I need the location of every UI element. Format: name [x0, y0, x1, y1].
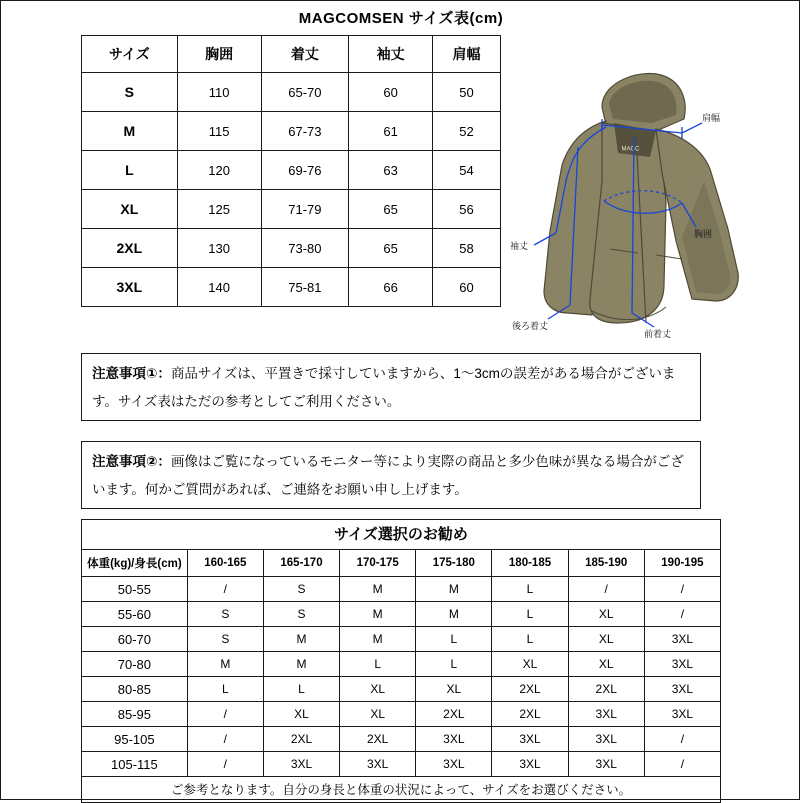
- length-cell: 65-70: [261, 73, 349, 112]
- rec-cell: M: [187, 652, 263, 677]
- rec-cell: /: [644, 727, 720, 752]
- recommend-col-180-185: 180-185: [492, 550, 568, 577]
- label-back-length: 後ろ着丈: [512, 321, 549, 331]
- rec-cell: XL: [340, 702, 416, 727]
- chest-cell: 110: [177, 73, 261, 112]
- rec-cell: 3XL: [644, 652, 720, 677]
- table-row: [82, 268, 501, 307]
- rec-cell: /: [187, 702, 263, 727]
- rec-cell: M: [416, 577, 492, 602]
- rec-cell: M: [340, 577, 416, 602]
- sleeve-cell: 63: [349, 151, 433, 190]
- rec-cell: L: [492, 602, 568, 627]
- note-2-lead: 注意事項②：: [92, 454, 171, 469]
- rec-cell: L: [492, 627, 568, 652]
- label-chest: 胸囲: [694, 229, 713, 239]
- table-row: [82, 577, 721, 602]
- rec-cell: S: [187, 627, 263, 652]
- sleeve-cell: 65: [349, 229, 433, 268]
- table-row: [82, 677, 721, 702]
- length-cell: 71-79: [261, 190, 349, 229]
- rec-cell: 3XL: [568, 727, 644, 752]
- recommend-col-165-170: 165-170: [263, 550, 339, 577]
- table-row: [82, 752, 721, 777]
- weight-cell: 55-60: [82, 602, 188, 627]
- rec-cell: 3XL: [492, 727, 568, 752]
- size-cell: XL: [82, 190, 178, 229]
- shoulder-cell: 56: [432, 190, 500, 229]
- weight-cell: 60-70: [82, 627, 188, 652]
- size-table-col-length: 着丈: [261, 36, 349, 73]
- rec-cell: M: [263, 627, 339, 652]
- table-row: [82, 702, 721, 727]
- rec-cell: M: [340, 627, 416, 652]
- recommend-col-170-175: 170-175: [340, 550, 416, 577]
- page-title: MAGCOMSEN サイズ表(cm): [298, 10, 504, 27]
- rec-cell: /: [644, 577, 720, 602]
- table-row: [82, 73, 501, 112]
- rec-cell: XL: [340, 677, 416, 702]
- weight-cell: 85-95: [82, 702, 188, 727]
- chest-cell: 120: [177, 151, 261, 190]
- rec-cell: 3XL: [263, 752, 339, 777]
- table-row: [82, 627, 721, 652]
- chest-cell: 125: [177, 190, 261, 229]
- rec-cell: XL: [568, 652, 644, 677]
- table-row: [82, 727, 721, 752]
- recommend-col-185-190: 185-190: [568, 550, 644, 577]
- rec-cell: /: [187, 727, 263, 752]
- rec-cell: 3XL: [416, 752, 492, 777]
- size-cell: S: [82, 73, 178, 112]
- rec-cell: XL: [263, 702, 339, 727]
- rec-cell: L: [187, 677, 263, 702]
- label-front-length: 前着丈: [644, 329, 672, 339]
- table-row: [82, 602, 721, 627]
- size-table-header-row: [82, 36, 501, 73]
- rec-cell: L: [340, 652, 416, 677]
- rec-cell: /: [644, 602, 720, 627]
- rec-cell: 2XL: [492, 702, 568, 727]
- recommend-col-175-180: 175-180: [416, 550, 492, 577]
- sleeve-cell: 60: [349, 73, 433, 112]
- note-1: [81, 353, 701, 421]
- rec-cell: 3XL: [644, 627, 720, 652]
- rec-cell: S: [187, 602, 263, 627]
- brand-tag-label: MAGC: [621, 146, 640, 153]
- recommend-header-row: [82, 550, 721, 577]
- rec-cell: L: [416, 627, 492, 652]
- label-sleeve: 袖丈: [510, 241, 529, 251]
- table-row: [82, 229, 501, 268]
- size-cell: L: [82, 151, 178, 190]
- recommend-col-190-195: 190-195: [644, 550, 720, 577]
- length-cell: 75-81: [261, 268, 349, 307]
- jacket-svg: [506, 61, 791, 341]
- sleeve-cell: 65: [349, 190, 433, 229]
- rec-cell: /: [187, 577, 263, 602]
- size-table-col-chest: 胸囲: [177, 36, 261, 73]
- weight-cell: 70-80: [82, 652, 188, 677]
- length-cell: 67-73: [261, 112, 349, 151]
- size-table-col-shoulder: 肩幅: [432, 36, 500, 73]
- recommend-section: [81, 519, 721, 803]
- rec-cell: XL: [568, 602, 644, 627]
- chest-cell: 140: [177, 268, 261, 307]
- shoulder-leader: [682, 123, 702, 133]
- rec-cell: 2XL: [416, 702, 492, 727]
- rec-cell: 2XL: [263, 727, 339, 752]
- rec-cell: 3XL: [568, 702, 644, 727]
- shoulder-cell: 60: [432, 268, 500, 307]
- rec-cell: /: [187, 752, 263, 777]
- chest-cell: 130: [177, 229, 261, 268]
- rec-cell: M: [416, 602, 492, 627]
- length-cell: 73-80: [261, 229, 349, 268]
- shoulder-cell: 50: [432, 73, 500, 112]
- length-cell: 69-76: [261, 151, 349, 190]
- rec-cell: 2XL: [568, 677, 644, 702]
- weight-cell: 50-55: [82, 577, 188, 602]
- note-1-text: 商品サイズは、平置きで採寸していますから、1〜3cmの誤差がある場合がございます。サイズ表はただの参考としてご利用ください。: [92, 366, 676, 409]
- label-shoulder: 肩幅: [702, 113, 721, 123]
- size-cell: 3XL: [82, 268, 178, 307]
- weight-cell: 105-115: [82, 752, 188, 777]
- rec-cell: L: [416, 652, 492, 677]
- table-row: [82, 151, 501, 190]
- rec-cell: 3XL: [644, 677, 720, 702]
- note-2-text: 画像はご覧になっているモニター等により実際の商品と多少色味が異なる場合がございます。何かご質問があれば、ご連絡をお願い申し上げます。: [92, 454, 684, 497]
- table-row: [82, 190, 501, 229]
- shoulder-cell: 52: [432, 112, 500, 151]
- size-cell: M: [82, 112, 178, 151]
- table-row: [82, 652, 721, 677]
- rec-cell: 3XL: [492, 752, 568, 777]
- rec-cell: XL: [416, 677, 492, 702]
- recommend-title: サイズ選択のお勧め: [81, 519, 721, 549]
- rec-cell: 3XL: [340, 752, 416, 777]
- recommend-table: [81, 549, 721, 777]
- jacket-illustration: [506, 61, 791, 341]
- weight-cell: 95-105: [82, 727, 188, 752]
- rec-cell: /: [644, 752, 720, 777]
- size-table-col-sleeve: 袖丈: [349, 36, 433, 73]
- rec-cell: M: [340, 602, 416, 627]
- recommend-footer: ご参考となります。自分の身長と体重の状況によって、サイズをお選びください。: [81, 777, 721, 803]
- rec-cell: /: [568, 577, 644, 602]
- rec-cell: M: [263, 652, 339, 677]
- rec-cell: 2XL: [492, 677, 568, 702]
- size-table-col-size: サイズ: [82, 36, 178, 73]
- rec-cell: 3XL: [644, 702, 720, 727]
- rec-cell: S: [263, 577, 339, 602]
- chest-cell: 115: [177, 112, 261, 151]
- table-row: [82, 112, 501, 151]
- shoulder-cell: 54: [432, 151, 500, 190]
- rec-cell: 3XL: [416, 727, 492, 752]
- note-2: [81, 441, 701, 509]
- rec-cell: S: [263, 602, 339, 627]
- recommend-corner-label: 体重(kg)/身長(cm): [82, 550, 188, 577]
- sleeve-cell: 66: [349, 268, 433, 307]
- rec-cell: 2XL: [340, 727, 416, 752]
- note-1-lead: 注意事項①：: [92, 366, 171, 381]
- size-cell: 2XL: [82, 229, 178, 268]
- rec-cell: L: [263, 677, 339, 702]
- rec-cell: XL: [568, 627, 644, 652]
- rec-cell: XL: [492, 652, 568, 677]
- rec-cell: 3XL: [568, 752, 644, 777]
- weight-cell: 80-85: [82, 677, 188, 702]
- shoulder-cell: 58: [432, 229, 500, 268]
- recommend-col-160-165: 160-165: [187, 550, 263, 577]
- sleeve-cell: 61: [349, 112, 433, 151]
- rec-cell: L: [492, 577, 568, 602]
- size-table: [81, 35, 501, 307]
